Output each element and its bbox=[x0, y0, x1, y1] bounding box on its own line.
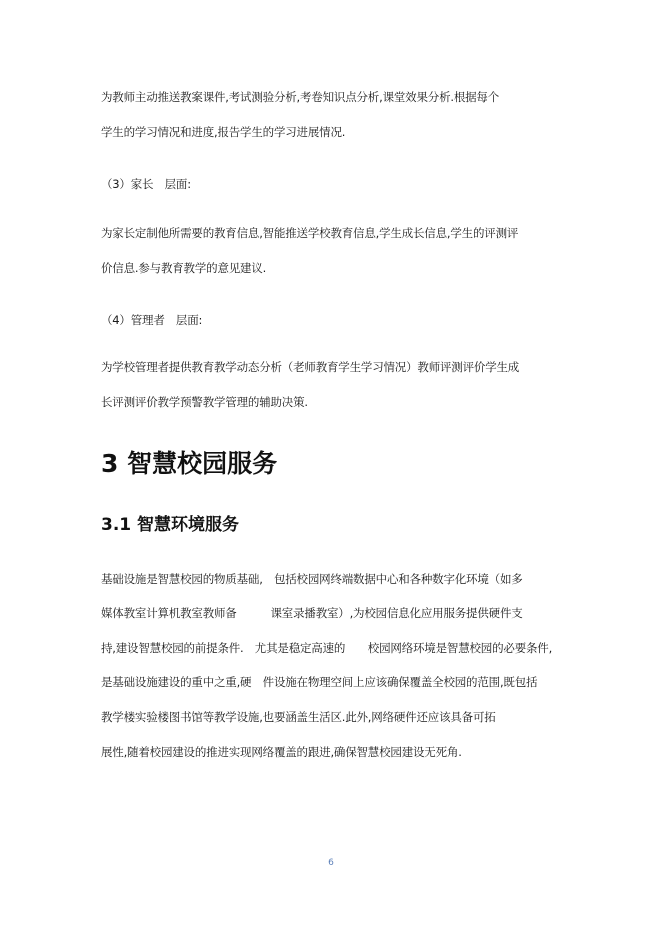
subheading-parent: （3）家长 层面: bbox=[101, 177, 191, 191]
subsection-title: 3.1 智慧环境服务 bbox=[101, 515, 240, 535]
paragraph-line: 价信息.参与教育教学的意见建议. bbox=[101, 261, 267, 275]
page-number: 6 bbox=[328, 858, 334, 868]
paragraph-line: 是基础设施建设的重中之重,硬 件设施在物理空间上应该确保覆盖全校园的范围,既包括 bbox=[101, 675, 538, 689]
paragraph-line: 为家长定制他所需要的教育信息,智能推送学校教育信息,学生成长信息,学生的评测评 bbox=[101, 226, 519, 240]
paragraph-line: 基础设施是智慧校园的物质基础, 包括校园网终端数据中心和各种数字化环境（如多 bbox=[101, 572, 523, 586]
paragraph-line: 持,建设智慧校园的前提条件. 尤其是稳定高速的 校园网络环境是智慧校园的必要条件, bbox=[101, 641, 553, 655]
paragraph-line: 学生的学习情况和进度,报告学生的学习进展情况. bbox=[101, 125, 346, 139]
paragraph-line: 教学楼实验楼图书馆等教学设施,也要涵盖生活区.此外,网络硬件还应该具备可拓 bbox=[101, 710, 496, 724]
paragraph-line: 长评测评价教学预警教学管理的辅助决策. bbox=[101, 395, 308, 409]
paragraph-line: 为学校管理者提供教育教学动态分析（老师教育学生学习情况）教师评测评价学生成 bbox=[101, 360, 520, 374]
paragraph-line: 展性,随着校园建设的推进实现网络覆盖的跟进,确保智慧校园建设无死角. bbox=[101, 745, 462, 759]
paragraph-line: 媒体教室计算机教室教师备 课室录播教室）,为校园信息化应用服务提供硬件支 bbox=[101, 606, 523, 620]
subheading-manager: （4）管理者 层面: bbox=[101, 313, 203, 327]
section-title: 3 智慧校园服务 bbox=[101, 449, 278, 478]
paragraph-line: 为教师主动推送教案课件,考试测验分析,考卷知识点分析,课堂效果分析.根据每个 bbox=[101, 90, 500, 104]
